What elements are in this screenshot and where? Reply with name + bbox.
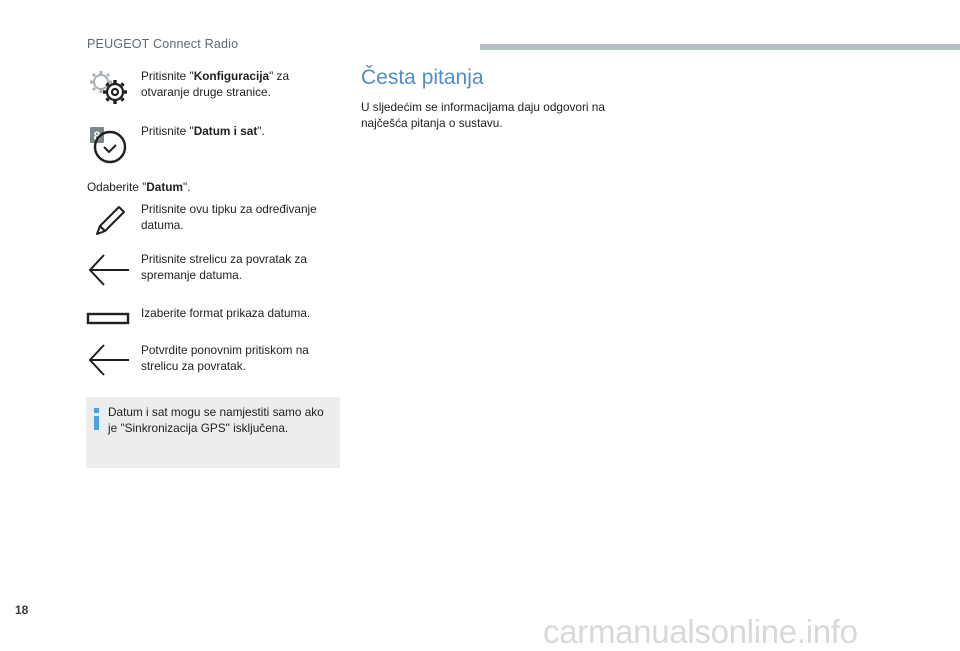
clock-icon [89, 126, 129, 169]
faq-intro: U sljedećim se informacijama daju odgovori na najčešća pitanja o sustavu. [361, 100, 605, 130]
step-config-text: Pritisnite "Konfiguracija" za otvaranje druge stranice. [141, 69, 290, 99]
step-back-text: Pritisnite strelicu za povratak za spremanje datuma. [141, 252, 307, 282]
step-select-text: Odaberite "Datum". [87, 180, 191, 194]
step-datetime-text: Pritisnite "Datum i sat". [141, 124, 265, 138]
back-arrow-icon [86, 343, 132, 382]
datetime-bold: Datum i sat [193, 124, 258, 138]
page-number: 18 [15, 603, 29, 617]
header-bar [480, 44, 960, 50]
format-rectangle-icon [86, 311, 130, 332]
info-icon [92, 408, 102, 435]
settings-gear-icon [86, 68, 130, 113]
step-edit-text: Pritisnite ovu tipku za određivanje datuma. [141, 202, 317, 232]
pencil-icon [91, 203, 127, 244]
back-arrow-icon [86, 253, 132, 292]
select-bold: Datum [146, 180, 183, 194]
config-bold: Konfiguracija [193, 69, 270, 83]
header-title: PEUGEOT Connect Radio [87, 37, 239, 51]
clock-badge-number: 8 [93, 129, 101, 143]
watermark: carmanualsonline.info [543, 613, 858, 650]
faq-title: Česta pitanja [361, 66, 484, 89]
note-text: Datum i sat mogu se namjestiti samo ako je "Sinkronizacija GPS" isključena. [108, 405, 324, 435]
step-format-text: Izaberite format prikaza datuma. [141, 306, 311, 320]
step-confirm-text: Potvrdite ponovnim pritiskom na strelicu za povratak. [141, 343, 309, 373]
